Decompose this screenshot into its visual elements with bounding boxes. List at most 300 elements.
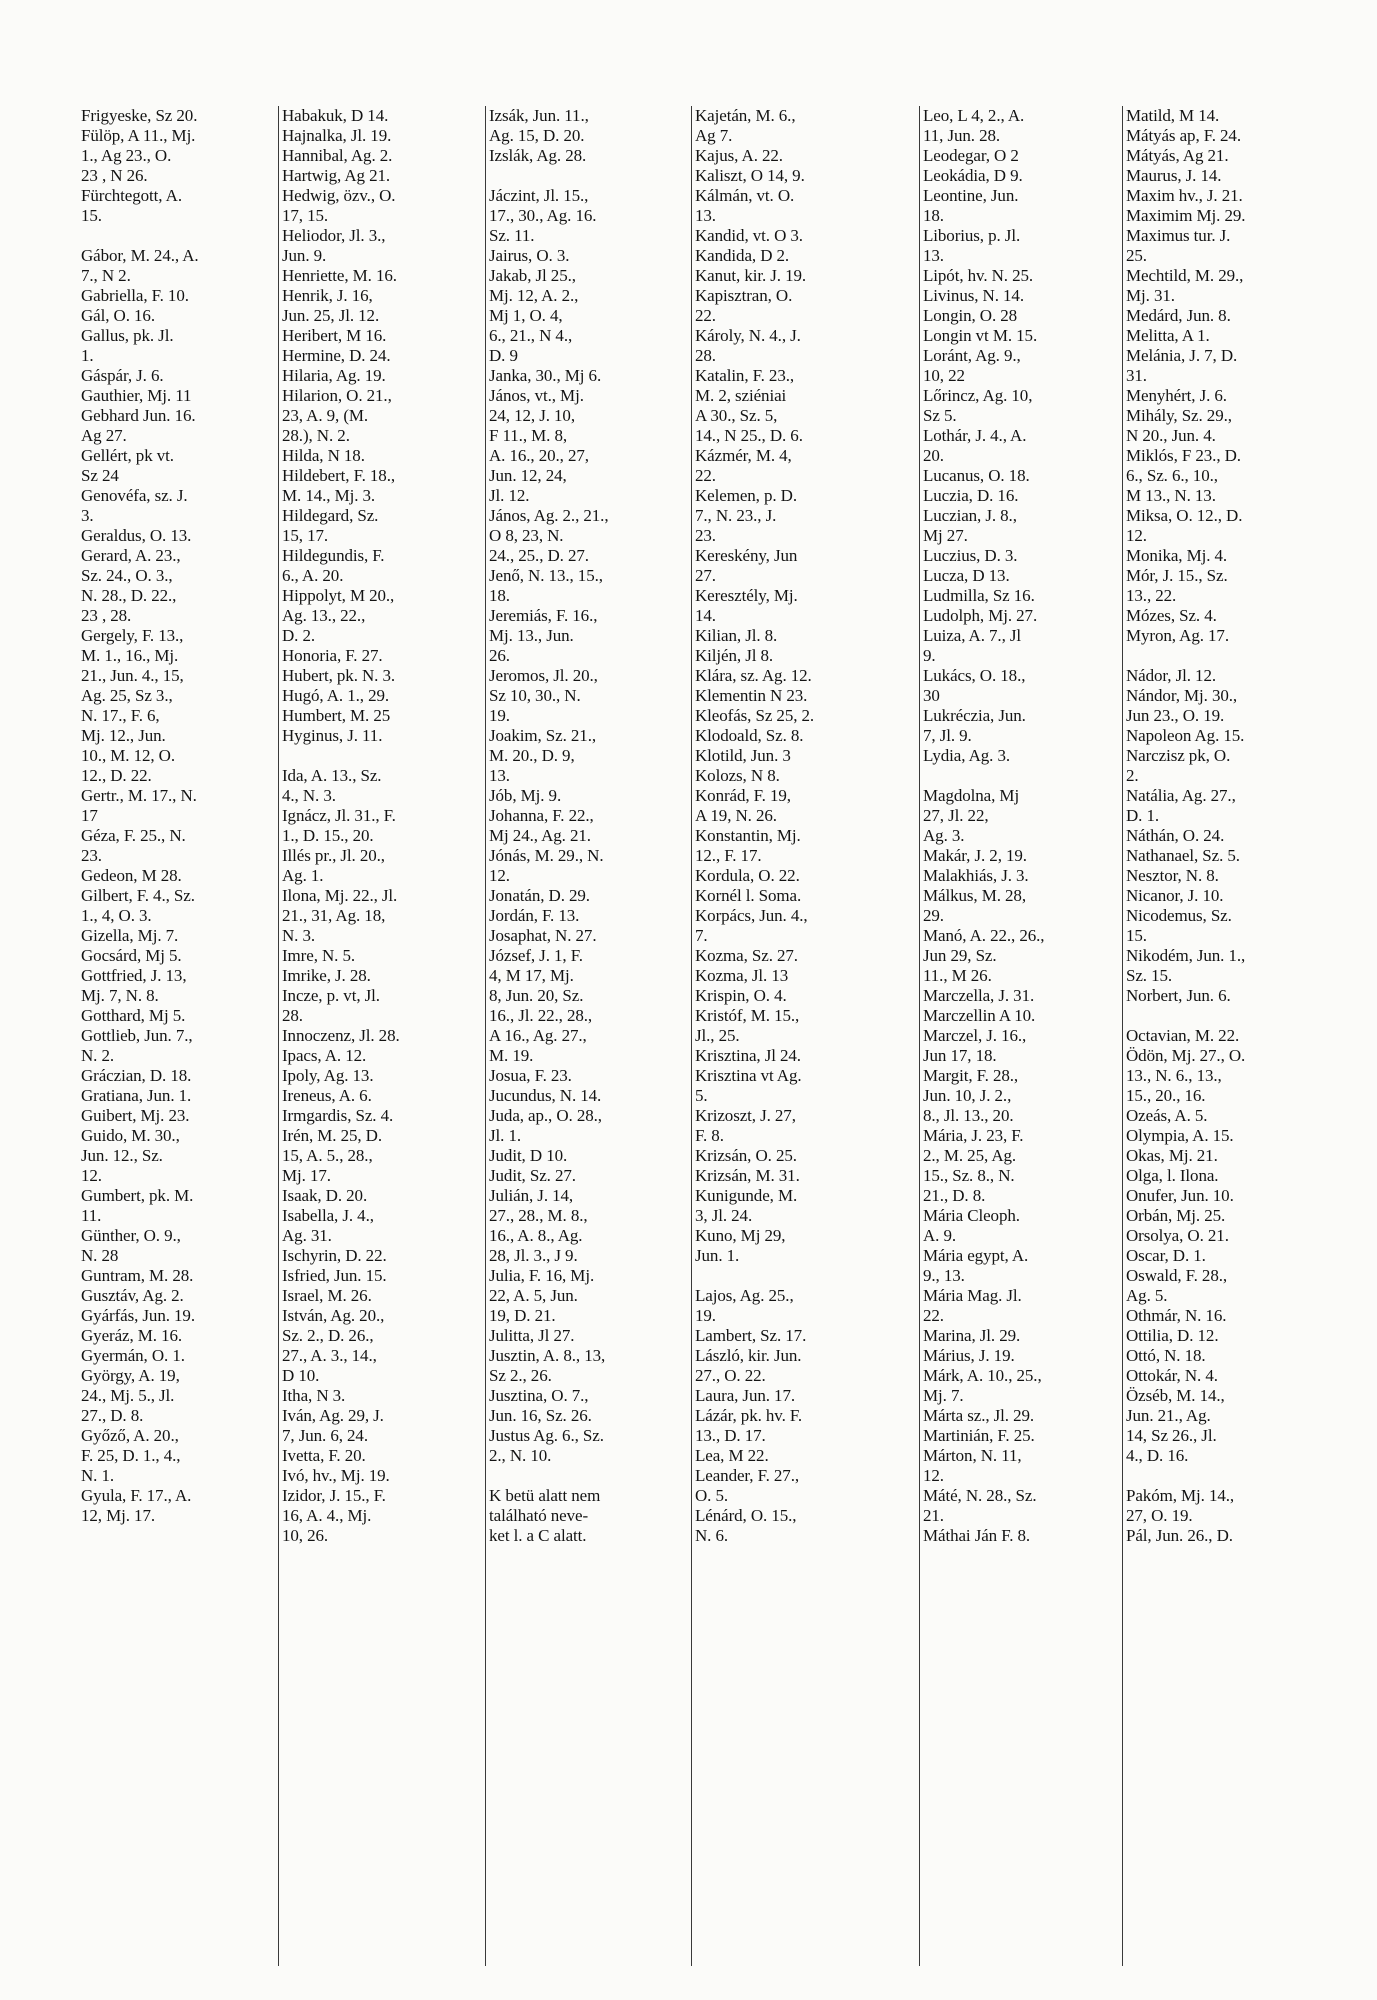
index-line: Kandid, vt. O 3. <box>695 226 803 245</box>
index-line: János, vt., Mj. <box>489 386 584 405</box>
index-line: Izslák, Ag. 28. <box>489 146 587 165</box>
index-line: Sz. 15. <box>1126 966 1173 985</box>
index-line: Jenő, N. 13., 15., <box>489 566 603 585</box>
index-column-1 <box>78 106 278 1966</box>
index-line: Hildebert, F. 18., <box>282 466 395 485</box>
index-line: Klára, sz. Ag. 12. <box>695 666 812 685</box>
index-line: Sz 24 <box>81 466 119 485</box>
index-column-3 <box>485 106 691 1966</box>
index-line: Márta sz., Jl. 29. <box>923 1406 1035 1425</box>
index-line: Longin, O. 28 <box>923 306 1018 325</box>
index-line: Habakuk, D 14. <box>282 106 389 125</box>
index-line: Jób, Mj. 9. <box>489 786 562 805</box>
index-line: Gumbert, pk. M. <box>81 1186 194 1205</box>
index-line: Othmár, N. 16. <box>1126 1306 1227 1325</box>
index-line: Kálmán, vt. O. <box>695 186 795 205</box>
index-line: 15. <box>1126 926 1147 945</box>
index-line: Malakhiás, J. 3. <box>923 866 1029 885</box>
index-line: 22. <box>695 306 716 325</box>
index-column-2 <box>278 106 485 1966</box>
index-line: Miklós, F 23., D. <box>1126 446 1241 465</box>
index-line: Náthán, O. 24. <box>1126 826 1225 845</box>
index-line: 13. <box>923 246 944 265</box>
index-line: Matild, M 14. <box>1126 106 1220 125</box>
index-line: 7. <box>695 926 708 945</box>
index-line: 13. <box>695 206 716 225</box>
index-line: Ireneus, A. 6. <box>282 1086 372 1105</box>
index-line: Gellért, pk vt. <box>81 446 174 465</box>
index-line: Jonatán, D. 29. <box>489 886 590 905</box>
index-line: Pakóm, Mj. 14., <box>1126 1486 1235 1505</box>
index-line: 12. <box>489 866 510 885</box>
index-line: Günther, O. 9., <box>81 1226 181 1245</box>
index-line: A. 16., 20., 27, <box>489 446 589 465</box>
index-line: Magdolna, Mj <box>923 786 1020 805</box>
index-line: Ag. 5. <box>1126 1286 1168 1305</box>
index-line: Hildegundis, F. <box>282 546 385 565</box>
index-line: Myron, Ag. 17. <box>1126 626 1229 645</box>
index-line: Korpács, Jun. 4., <box>695 906 808 925</box>
index-line: Lucanus, O. 18. <box>923 466 1030 485</box>
index-line: 9. <box>923 646 936 665</box>
index-line: Kázmér, M. 4, <box>695 446 792 465</box>
index-line: Máthai Ján F. 8. <box>923 1526 1031 1545</box>
index-line: Humbert, M. 25 <box>282 706 391 725</box>
index-line: Keresztély, Mj. <box>695 586 798 605</box>
index-line: Nicodemus, Sz. <box>1126 906 1232 925</box>
index-line: 16., Jl. 22., 28., <box>489 1006 593 1025</box>
index-line: 18. <box>489 586 510 605</box>
index-line: Itha, N 3. <box>282 1386 346 1405</box>
index-line: F. 8. <box>695 1126 724 1145</box>
index-line: Gerard, A. 23., <box>81 546 181 565</box>
index-line: 13., D. 17. <box>695 1426 766 1445</box>
index-line: Maurus, J. 14. <box>1126 166 1222 185</box>
index-line: Jusztina, O. 7., <box>489 1386 589 1405</box>
index-line: 27., 28., M. 8., <box>489 1206 588 1225</box>
index-line: 11, Jun. 28. <box>923 126 1001 145</box>
index-line: Jun 23., O. 19. <box>1126 706 1225 725</box>
index-line: Maximim Mj. 29. <box>1126 206 1246 225</box>
index-line: Hildegard, Sz. <box>282 506 379 525</box>
index-line: 17., 30., Ag. 16. <box>489 206 597 225</box>
index-line: 2. <box>1126 766 1139 785</box>
index-line: Gráczian, D. 18. <box>81 1066 192 1085</box>
index-line: József, J. 1, F. <box>489 946 583 965</box>
index-line: Ivó, hv., Mj. 19. <box>282 1466 390 1485</box>
index-line: Mária Cleoph. <box>923 1206 1020 1225</box>
index-line: 11., M 26. <box>923 966 992 985</box>
index-line: 21., 31, Ag. 18, <box>282 906 386 925</box>
index-line: 12, Mj. 17. <box>81 1506 155 1525</box>
index-line: Imrike, J. 28. <box>282 966 371 985</box>
index-line: Leander, F. 27., <box>695 1466 799 1485</box>
index-line: Fülöp, A 11., Mj. <box>81 126 196 145</box>
index-line: Martinián, F. 25. <box>923 1426 1035 1445</box>
index-line: Gocsárd, Mj 5. <box>81 946 182 965</box>
index-line: 3. <box>81 506 94 525</box>
index-line: Krisztina, Jl 24. <box>695 1046 801 1065</box>
index-line: Gottlieb, Jun. 7., <box>81 1026 193 1045</box>
index-line: A 16., Ag. 27., <box>489 1026 587 1045</box>
index-line: Jun. 9. <box>282 246 327 265</box>
index-line: 21., Jun. 4., 15, <box>81 666 184 685</box>
index-line: Incze, p. vt, Jl. <box>282 986 380 1005</box>
index-line: Kapisztran, O. <box>695 286 793 305</box>
index-line: 27., O. 22. <box>695 1366 766 1385</box>
index-line: 12. <box>1126 526 1147 545</box>
index-line: Jeromos, Jl. 20., <box>489 666 598 685</box>
index-line: Gebhard Jun. 16. <box>81 406 196 425</box>
index-line: 11. <box>81 1206 102 1225</box>
index-line: Lajos, Ag. 25., <box>695 1286 794 1305</box>
index-line: Luiza, A. 7., Jl <box>923 626 1022 645</box>
index-line: Margit, F. 28., <box>923 1066 1019 1085</box>
index-line: Mj 24., Ag. 21. <box>489 826 591 845</box>
index-line: Kunigunde, M. <box>695 1186 798 1205</box>
index-line: Kozma, Sz. 27. <box>695 946 798 965</box>
index-line: 23. <box>81 846 102 865</box>
index-line: Mária, J. 23, F. <box>923 1126 1024 1145</box>
index-line: Mechtild, M. 29., <box>1126 266 1244 285</box>
index-line: Liborius, p. Jl. <box>923 226 1021 245</box>
index-line: 3, Jl. 24. <box>695 1206 753 1225</box>
index-line: Mj 1, O. 4, <box>489 306 563 325</box>
index-line: Iván, Ag. 29, J. <box>282 1406 384 1425</box>
index-line: Ottokár, N. 4. <box>1126 1366 1218 1385</box>
index-line: Jun 17, 18. <box>923 1046 997 1065</box>
index-line: Genovéfa, sz. J. <box>81 486 188 505</box>
index-line: Heribert, M 16. <box>282 326 387 345</box>
index-line: 10, 26. <box>282 1526 329 1545</box>
index-line: Lénárd, O. 15., <box>695 1506 797 1525</box>
index-line: Nicanor, J. 10. <box>1126 886 1224 905</box>
index-line: D. 9 <box>489 346 518 365</box>
index-line <box>282 746 485 766</box>
index-line: 27., D. 8. <box>81 1406 144 1425</box>
index-line: Josua, F. 23. <box>489 1066 572 1085</box>
index-line: György, A. 19, <box>81 1366 180 1385</box>
index-line: Innoczenz, Jl. 28. <box>282 1026 400 1045</box>
index-line: Ag. 1. <box>282 866 324 885</box>
index-line: 5. <box>695 1086 708 1105</box>
index-line: 22. <box>695 466 716 485</box>
index-line: Mj 27. <box>923 526 968 545</box>
index-line: Guntram, M. 28. <box>81 1266 194 1285</box>
index-line: 8., Jl. 13., 20. <box>923 1106 1014 1125</box>
index-line: Kuno, Mj 29, <box>695 1226 786 1245</box>
index-line: Judit, Sz. 27. <box>489 1166 576 1185</box>
index-line: Lipót, hv. N. 25. <box>923 266 1034 285</box>
index-line: Krisztina vt Ag. <box>695 1066 802 1085</box>
index-line: Mj. 7, N. 8. <box>81 986 159 1005</box>
index-line: Kajus, A. 22. <box>695 146 783 165</box>
index-line: 8, Jun. 20, Sz. <box>489 986 584 1005</box>
index-line: Mátyás, Ag 21. <box>1126 146 1229 165</box>
index-line: Marczel, J. 16., <box>923 1026 1027 1045</box>
index-line: 27. <box>695 566 716 585</box>
index-line: Jun. 21., Ag. <box>1126 1406 1211 1425</box>
index-line: Julián, J. 14, <box>489 1186 574 1205</box>
index-line: Gusztáv, Ag. 2. <box>81 1286 184 1305</box>
index-line: N. 2. <box>81 1046 115 1065</box>
index-line: 14, Sz 26., Jl. <box>1126 1426 1217 1445</box>
index-line: Frigyeske, Sz 20. <box>81 106 198 125</box>
index-line: Ilona, Mj. 22., Jl. <box>282 886 398 905</box>
index-line: Gál, O. 16. <box>81 306 155 325</box>
index-line: Kajetán, M. 6., <box>695 106 796 125</box>
index-line: Jun. 25, Jl. 12. <box>282 306 380 325</box>
index-line: Hilaria, Ag. 19. <box>282 366 386 385</box>
index-line: Gizella, Mj. 7. <box>81 926 179 945</box>
index-line: Oswald, F. 28., <box>1126 1266 1228 1285</box>
index-line: K betü alatt nem <box>489 1486 601 1505</box>
index-line: Orsolya, O. 21. <box>1126 1226 1229 1245</box>
index-line: Jakab, Jl 25., <box>489 266 576 285</box>
index-line: 17 <box>81 806 98 825</box>
index-line: 4., N. 3. <box>282 786 336 805</box>
index-line: 28, Jl. 3., J 9. <box>489 1246 578 1265</box>
index-line: Ipacs, A. 12. <box>282 1046 367 1065</box>
index-line: Jeremiás, F. 16., <box>489 606 598 625</box>
index-line: Kereskény, Jun <box>695 546 798 565</box>
index-line: Janka, 30., Mj 6. <box>489 366 602 385</box>
index-column-6 <box>1122 106 1348 1966</box>
index-line: 15. <box>81 206 102 225</box>
index-line: 15., Sz. 8., N. <box>923 1166 1015 1185</box>
index-line: Nándor, Mj. 30., <box>1126 686 1238 705</box>
index-line: Jucundus, N. 14. <box>489 1086 602 1105</box>
index-line: Mór, J. 15., Sz. <box>1126 566 1228 585</box>
index-line: Onufer, Jun. 10. <box>1126 1186 1234 1205</box>
index-line: Krizsán, M. 31. <box>695 1166 800 1185</box>
index-line: Ag 27. <box>81 426 127 445</box>
index-line: N. 3. <box>282 926 316 945</box>
index-line: Lőrincz, Ag. 10, <box>923 386 1033 405</box>
index-line: Gottfried, J. 13, <box>81 966 187 985</box>
index-line: Guido, M. 30., <box>81 1126 180 1145</box>
index-line: Norbert, Jun. 6. <box>1126 986 1231 1005</box>
index-line: Lucza, D 13. <box>923 566 1010 585</box>
index-line: Jáczint, Jl. 15., <box>489 186 589 205</box>
index-line: Hedwig, özv., O. <box>282 186 396 205</box>
index-line: 12. <box>923 1466 944 1485</box>
index-line: Hippolyt, M 20., <box>282 586 395 605</box>
index-line: Konrád, F. 19, <box>695 786 791 805</box>
index-line: Makár, J. 2, 19. <box>923 846 1027 865</box>
index-line: 2., M. 25, Ag. <box>923 1146 1017 1165</box>
index-line: Pál, Jun. 26., D. <box>1126 1526 1233 1545</box>
index-line: található neve- <box>489 1506 589 1525</box>
index-line: 2., N. 10. <box>489 1446 552 1465</box>
index-line: László, kir. Jun. <box>695 1346 802 1365</box>
index-line: D. 1. <box>1126 806 1160 825</box>
index-line: D. 2. <box>282 626 316 645</box>
index-line: István, Ag. 20., <box>282 1306 385 1325</box>
index-line: Henriette, M. 16. <box>282 266 397 285</box>
index-line: Hannibal, Ag. 2. <box>282 146 393 165</box>
index-line: Sz. 24., O. 3., <box>81 566 173 585</box>
index-column-5 <box>919 106 1122 1966</box>
index-line: Hartwig, Ag 21. <box>282 166 391 185</box>
index-line: Guibert, Mj. 23. <box>81 1106 190 1125</box>
index-line: Nikodém, Jun. 1., <box>1126 946 1246 965</box>
index-line: N. 28 <box>81 1246 119 1265</box>
index-line: Sz 10, 30., N. <box>489 686 581 705</box>
index-line <box>489 1466 691 1486</box>
index-line: Krizsán, O. 25. <box>695 1146 797 1165</box>
index-line: 14. <box>695 606 716 625</box>
index-line: Ag. 15, D. 20. <box>489 126 585 145</box>
index-line: Kristóf, M. 15., <box>695 1006 800 1025</box>
index-line: 12., D. 22. <box>81 766 152 785</box>
index-line: Illés pr., Jl. 20., <box>282 846 385 865</box>
index-line: Ludolph, Mj. 27. <box>923 606 1038 625</box>
index-line: A 19, N. 26. <box>695 806 777 825</box>
index-line: Gertr., M. 17., N. <box>81 786 197 805</box>
index-line <box>81 226 278 246</box>
index-line: Jordán, F. 13. <box>489 906 580 925</box>
index-line: Nathanael, Sz. 5. <box>1126 846 1240 865</box>
index-line: Lázár, pk. hv. F. <box>695 1406 803 1425</box>
index-line: Menyhért, J. 6. <box>1126 386 1227 405</box>
index-line: Sz 2., 26. <box>489 1366 552 1385</box>
index-line: Melánia, J. 7, D. <box>1126 346 1238 365</box>
index-line: Leo, L 4, 2., A. <box>923 106 1025 125</box>
index-line: 10, 22 <box>923 366 965 385</box>
index-line: Máté, N. 28., Sz. <box>923 1486 1037 1505</box>
index-line: 6., Sz. 6., 10., <box>1126 466 1218 485</box>
index-line: Okas, Mj. 21. <box>1126 1146 1218 1165</box>
index-line: 1., 4, O. 3. <box>81 906 152 925</box>
index-line: Irén, M. 25, D. <box>282 1126 383 1145</box>
index-line: Özséb, M. 14., <box>1126 1386 1225 1405</box>
index-line: Klodoald, Sz. 8. <box>695 726 804 745</box>
index-line: 18. <box>923 206 944 225</box>
index-line: Lothár, J. 4., A. <box>923 426 1027 445</box>
index-line: Justus Ag. 6., Sz. <box>489 1426 604 1445</box>
index-line: O 8, 23, N. <box>489 526 564 545</box>
index-line: 27., A. 3., 14., <box>282 1346 377 1365</box>
index-line: Katalin, F. 23., <box>695 366 795 385</box>
index-line: Medárd, Jun. 8. <box>1126 306 1231 325</box>
index-line: Ottó, N. 18. <box>1126 1346 1206 1365</box>
index-line: Maximus tur. J. <box>1126 226 1231 245</box>
index-line: 16., A. 8., Ag. <box>489 1226 583 1245</box>
index-line: Jun. 1. <box>695 1246 740 1265</box>
index-line: Joakim, Sz. 21., <box>489 726 597 745</box>
index-line: M. 20., D. 9, <box>489 746 575 765</box>
index-line: Ottilia, D. 12. <box>1126 1326 1219 1345</box>
index-line: 20. <box>923 446 944 465</box>
index-line: Juda, ap., O. 28., <box>489 1106 602 1125</box>
index-line: Jun. 10, J. 2., <box>923 1086 1012 1105</box>
index-line: 4., D. 16. <box>1126 1446 1189 1465</box>
index-line: Ozeás, A. 5. <box>1126 1106 1208 1125</box>
index-line: Julia, F. 16, Mj. <box>489 1266 595 1285</box>
index-line: Jusztin, A. 8., 13, <box>489 1346 606 1365</box>
index-line: O. 5. <box>695 1486 729 1505</box>
index-line: Ag. 31. <box>282 1226 332 1245</box>
index-column-4 <box>691 106 919 1966</box>
index-line: N. 1. <box>81 1466 115 1485</box>
index-line: 15., 20., 16. <box>1126 1086 1206 1105</box>
index-line: Klotild, Jun. 3 <box>695 746 791 765</box>
name-day-index-page <box>78 106 1348 1966</box>
index-line: Jónás, M. 29., N. <box>489 846 604 865</box>
index-line: Ag 7. <box>695 126 733 145</box>
index-line: Márius, J. 19. <box>923 1346 1015 1365</box>
index-line: Károly, N. 4., J. <box>695 326 801 345</box>
index-line: Jun. 12., Sz. <box>81 1146 163 1165</box>
index-line: 30 <box>923 686 940 705</box>
index-line: 24., Mj. 5., Jl. <box>81 1386 175 1405</box>
index-line: 27, Jl. 22, <box>923 806 989 825</box>
index-line: Kandida, D 2. <box>695 246 790 265</box>
index-line: Sz. 11. <box>489 226 535 245</box>
index-line: Mihály, Sz. 29., <box>1126 406 1232 425</box>
index-line: 22, A. 5, Jun. <box>489 1286 578 1305</box>
index-line: 24, 12, J. 10, <box>489 406 575 425</box>
index-line: Leontine, Jun. <box>923 186 1019 205</box>
index-line <box>923 766 1122 786</box>
index-line: Mária Mag. Jl. <box>923 1286 1022 1305</box>
index-line: 21. <box>923 1506 944 1525</box>
index-line: N. 6. <box>695 1526 729 1545</box>
index-line: A 30., Sz. 5, <box>695 406 778 425</box>
index-line: Loránt, Ag. 9., <box>923 346 1021 365</box>
index-line: Mj. 12, A. 2., <box>489 286 579 305</box>
index-line: Kilian, Jl. 8. <box>695 626 778 645</box>
index-line: Gyeráz, M. 16. <box>81 1326 183 1345</box>
index-line: Konstantin, Mj. <box>695 826 801 845</box>
index-line: Leodegar, O 2 <box>923 146 1019 165</box>
index-line: Ag. 3. <box>923 826 965 845</box>
index-line: Mj. 31. <box>1126 286 1175 305</box>
index-line: Gáspár, J. 6. <box>81 366 164 385</box>
index-line: Lydia, Ag. 3. <box>923 746 1011 765</box>
index-line: Livinus, N. 14. <box>923 286 1024 305</box>
index-line: Jun 29, Sz. <box>923 946 997 965</box>
index-line: 15, 17. <box>282 526 329 545</box>
index-line: Josaphat, N. 27. <box>489 926 597 945</box>
index-line: ket l. a C alatt. <box>489 1526 587 1545</box>
index-line: Ludmilla, Sz 16. <box>923 586 1035 605</box>
index-line: Gedeon, M 28. <box>81 866 182 885</box>
index-line: Kornél l. Soma. <box>695 886 802 905</box>
index-line: Johanna, F. 22., <box>489 806 594 825</box>
index-line: A. 9. <box>923 1226 957 1245</box>
index-line: 7, Jun. 6, 24. <box>282 1426 368 1445</box>
index-line: 23 , N 26. <box>81 166 148 185</box>
index-line: Natália, Ag. 27., <box>1126 786 1236 805</box>
index-line: 14., N 25., D. 6. <box>695 426 803 445</box>
index-line: Gallus, pk. Jl. <box>81 326 174 345</box>
index-line: Gergely, F. 13., <box>81 626 184 645</box>
index-line: Ödön, Mj. 27., O. <box>1126 1046 1246 1065</box>
index-line: M. 14., Mj. 3. <box>282 486 376 505</box>
index-line: 12., F. 17. <box>695 846 762 865</box>
index-line: 19, D. 21. <box>489 1306 556 1325</box>
index-line: M. 1., 16., Mj. <box>81 646 179 665</box>
index-line: 23 , 28. <box>81 606 132 625</box>
index-line: János, Ag. 2., 21., <box>489 506 609 525</box>
index-line: 13., 22. <box>1126 586 1177 605</box>
index-line: Ipoly, Ag. 13. <box>282 1066 374 1085</box>
index-line: Gauthier, Mj. 11 <box>81 386 192 405</box>
index-line: Jun. 16, Sz. 26. <box>489 1406 592 1425</box>
index-line: 1., Ag 23., O. <box>81 146 172 165</box>
